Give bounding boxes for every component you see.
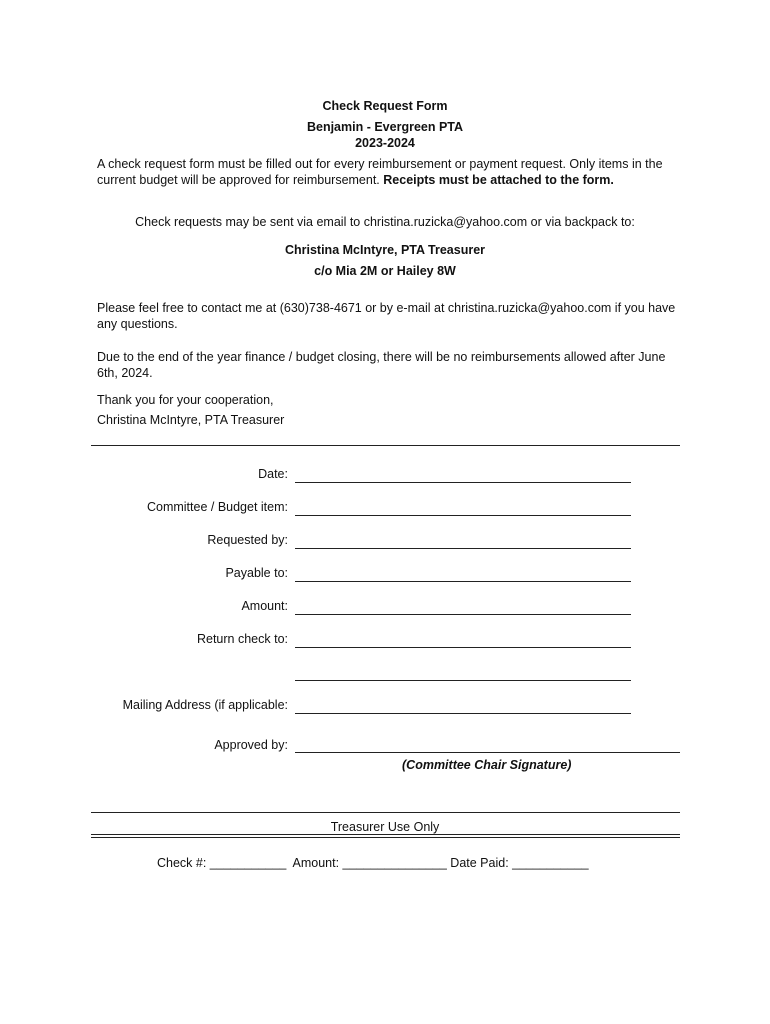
- section-divider: [91, 445, 680, 446]
- payable-to-field[interactable]: [295, 581, 631, 582]
- treasurer-heading: Treasurer Use Only: [330, 820, 440, 834]
- contact-paragraph: Please feel free to contact me at (630)738-4671 or by e-mail at christina.ruzicka@yahoo.com if you have any questions.: [97, 301, 676, 331]
- org-name: Benjamin - Evergreen PTA: [306, 120, 464, 134]
- payable-to-label: Payable to:: [225, 566, 288, 580]
- committee-label: Committee / Budget item:: [146, 500, 288, 514]
- treasurer-double-rule-2: [91, 837, 680, 838]
- approved-by-label: Approved by:: [214, 738, 288, 752]
- school-year: 2023-2024: [355, 136, 415, 150]
- treasurer-name: Christina McIntyre, PTA Treasurer: [284, 243, 486, 257]
- date-label: Date:: [258, 467, 288, 481]
- mailing-address-field[interactable]: [295, 713, 631, 714]
- closing-signature: Christina McIntyre, PTA Treasurer: [97, 413, 285, 427]
- intro-bold-text: Receipts must be attached to the form.: [383, 172, 614, 187]
- amount-label: Amount:: [241, 599, 288, 613]
- requested-by-field[interactable]: [295, 548, 631, 549]
- return-check-label: Return check to:: [196, 632, 288, 646]
- date-field[interactable]: [295, 482, 631, 483]
- treasurer-top-rule: [91, 812, 680, 813]
- committee-field[interactable]: [295, 515, 631, 516]
- form-title: Check Request Form: [322, 99, 448, 113]
- send-instructions: Check requests may be sent via email to christina.ruzicka@yahoo.com or via backpack to:: [135, 215, 635, 229]
- intro-text: A check request form must be filled out for every reimbursement or payment request. Only items in the current budget will be approved for reimbursement.: [97, 157, 663, 187]
- return-check-field-line2[interactable]: [295, 680, 631, 681]
- treasurer-double-rule-1: [91, 834, 680, 835]
- care-of-line: c/o Mia 2M or Hailey 8W: [314, 264, 456, 278]
- mailing-address-label: Mailing Address (if applicable:: [122, 698, 288, 712]
- return-check-field[interactable]: [295, 647, 631, 648]
- closing-thanks: Thank you for your cooperation,: [97, 393, 274, 407]
- requested-by-label: Requested by:: [207, 533, 288, 547]
- signature-note: (Committee Chair Signature): [402, 758, 572, 772]
- amount-field[interactable]: [295, 614, 631, 615]
- deadline-paragraph: Due to the end of the year finance / budget closing, there will be no reimbursements allowed after June 6th, 2024.: [97, 350, 666, 380]
- approved-by-field[interactable]: [295, 752, 680, 753]
- treasurer-check-line: Check #: ___________ Amount: _______________ Date Paid: ___________: [157, 856, 589, 870]
- intro-paragraph: [97, 157, 677, 188]
